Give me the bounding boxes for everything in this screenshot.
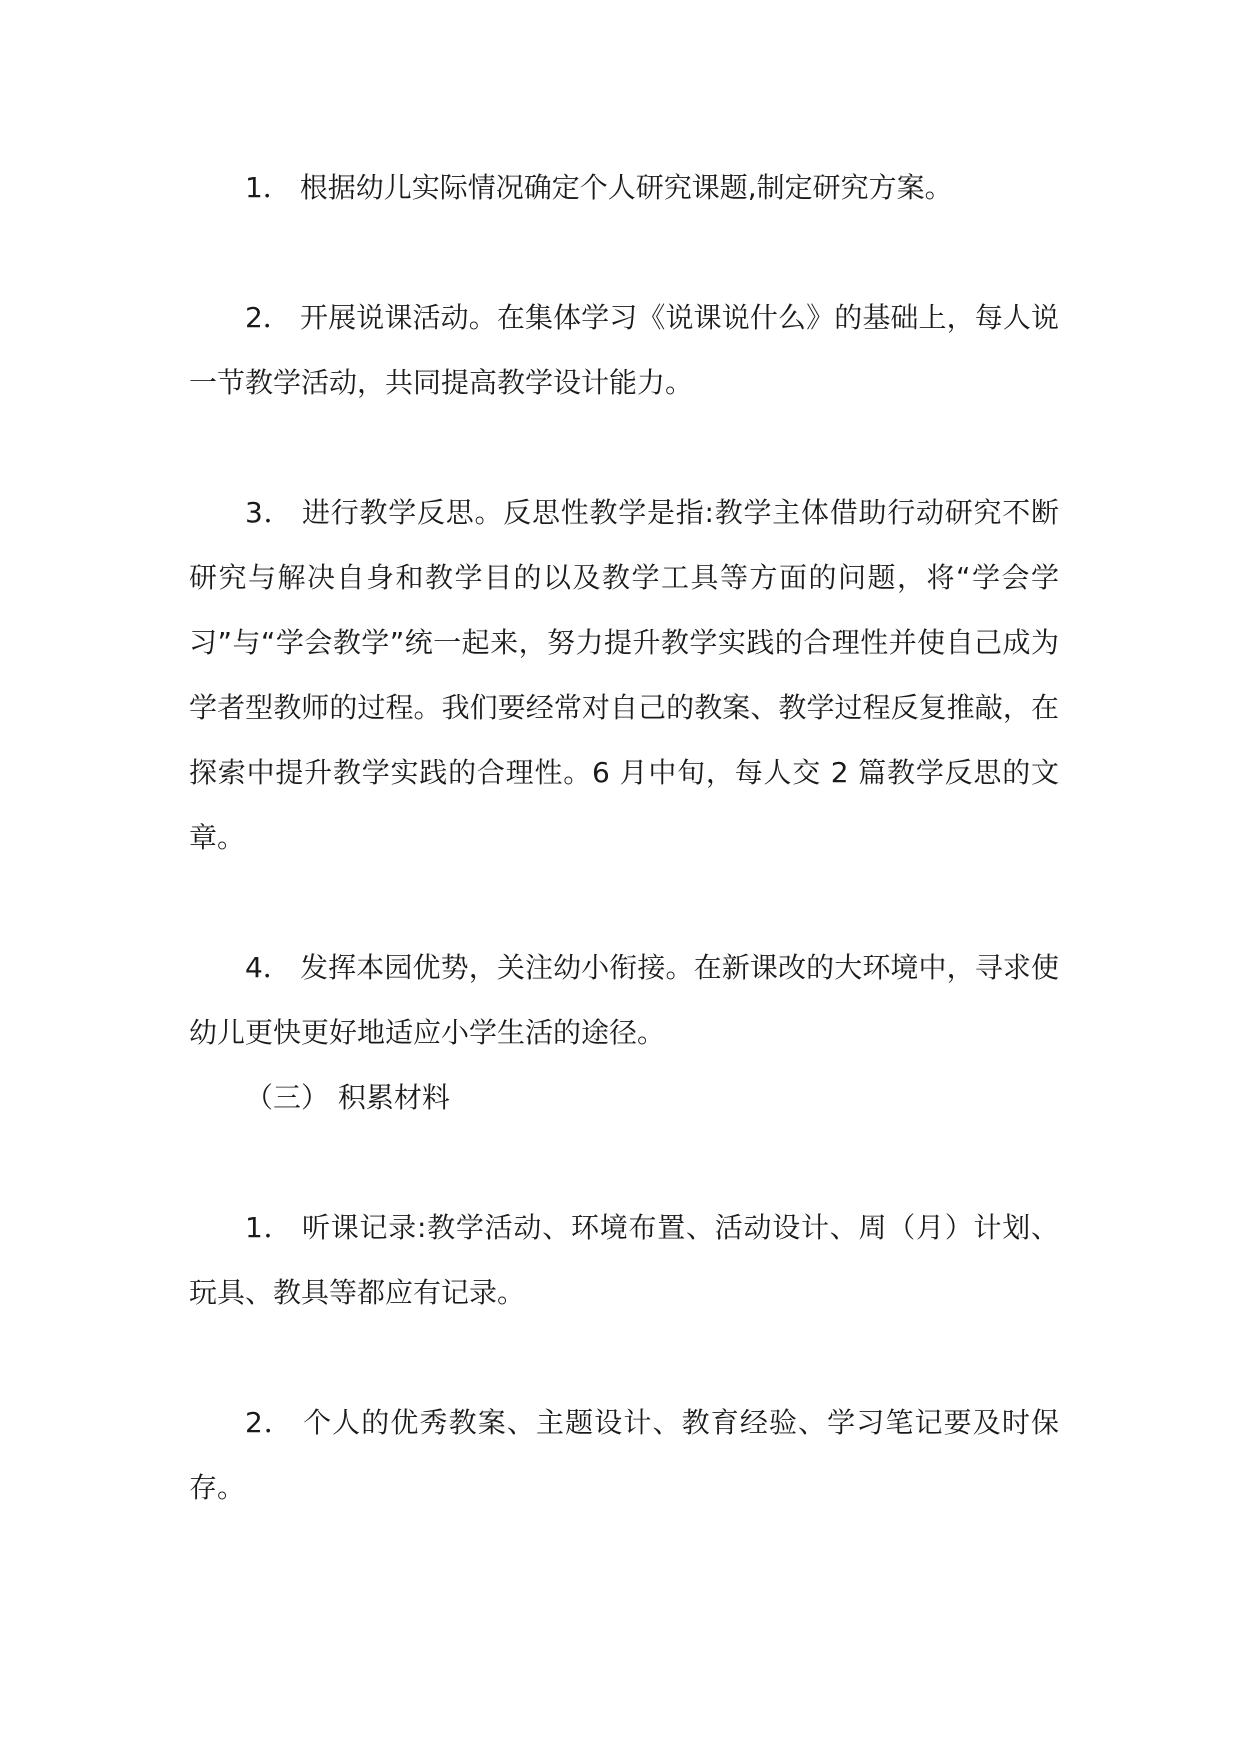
paragraph-item-1: 1． 根据幼儿实际情况确定个人研究课题,制定研究方案。 xyxy=(245,171,953,204)
document-body xyxy=(189,155,1059,1520)
section-heading: （三） 积累材料 xyxy=(245,1081,450,1114)
section-item-2: 2． 个人的优秀教案、主题设计、教育经验、学习笔记要及时保存。 xyxy=(189,1406,1059,1504)
paragraph-item-3: 3． 进行教学反思。反思性教学是指:教学主体借助行动研究不断研究与解决自身和教学目的以及教学工具等方面的问题，将“学会学习”与“学会教学”统一起来，努力提升教学实践的合理性并使自己成为学者型教师的过程。我们要经常对自己的教案、教学过程反复推敲，在探索中提升教学实践的合理性。6 月中旬，每人交 2 篇教学反思的文章。 xyxy=(189,496,1059,854)
paragraph-item-4: 4． 发挥本园优势，关注幼小衔接。在新课改的大环境中，寻求使幼儿更快更好地适应小学生活的途径。 xyxy=(189,951,1059,1049)
paragraph-item-2: 2． 开展说课活动。在集体学习《说课说什么》的基础上，每人说一节教学活动，共同提高教学设计能力。 xyxy=(189,301,1059,399)
section-item-1: 1． 听课记录:教学活动、环境布置、活动设计、周（月）计划、玩具、教具等都应有记录。 xyxy=(189,1211,1059,1309)
